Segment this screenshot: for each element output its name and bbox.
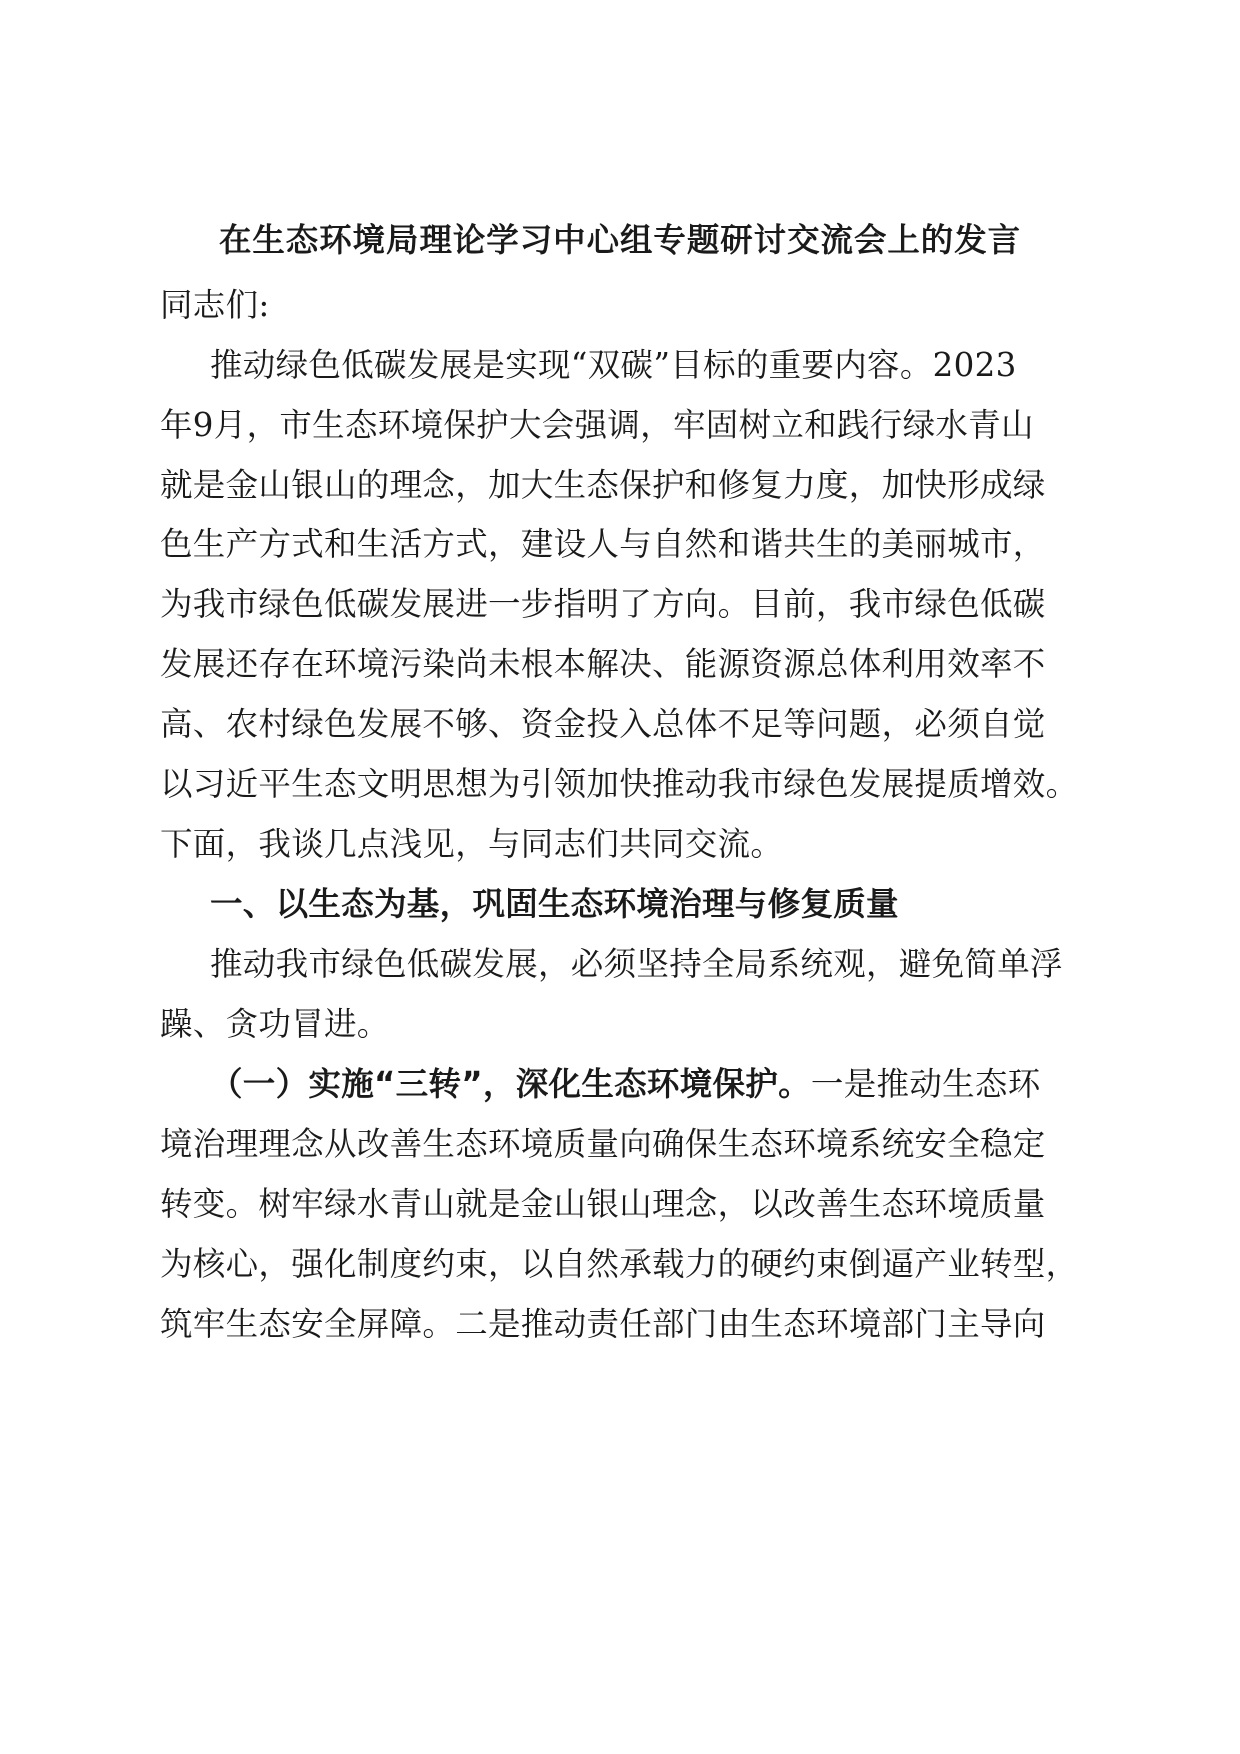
salutation: 同志们:	[160, 286, 270, 324]
section-line: 推动我市绿色低碳发展，必须坚持全局系统观，避免简单浮	[210, 945, 1063, 983]
document-title: 在生态环境局理论学习中心组专题研讨交流会上的发言	[218, 221, 1022, 259]
intro-line: 色生产方式和生活方式，建设人与自然和谐共生的美丽城市，	[160, 525, 1046, 563]
intro-line: 下面，我谈几点浅见，与同志们共同交流。	[160, 825, 784, 863]
subsection-text: 一是推动生态环	[810, 1065, 1041, 1103]
subsection-line: 筑牢生态安全屏障。二是推动责任部门由生态环境部门主导向	[160, 1305, 1046, 1343]
section-line: 躁、贪功冒进。	[160, 1005, 390, 1043]
intro-line: 高、农村绿色发展不够、资金投入总体不足等问题，必须自觉	[160, 705, 1046, 743]
subsection-first-line	[210, 1062, 1041, 1106]
intro-line: 以习近平生态文明思想为引领加快推动我市绿色发展提质增效。	[160, 765, 1079, 803]
intro-line: 发展还存在环境污染尚未根本解决、能源资源总体利用效率不	[160, 645, 1046, 683]
intro-line: 就是金山银山的理念，加大生态保护和修复力度，加快形成绿	[160, 466, 1046, 504]
intro-line: 推动绿色低碳发展是实现“双碳”目标的重要内容。2023	[210, 346, 1017, 384]
subsection-line: 境治理理念从改善生态环境质量向确保生态环境系统安全稳定	[160, 1125, 1046, 1163]
intro-line: 年9月，市生态环境保护大会强调，牢固树立和践行绿水青山	[160, 406, 1034, 444]
section-heading: 一、以生态为基，巩固生态环境治理与修复质量	[210, 885, 899, 923]
subsection-line: 转变。树牢绿水青山就是金山银山理念，以改善生态环境质量	[160, 1185, 1046, 1223]
subsection-heading: （一）实施“三转”，深化生态环境保护。	[210, 1065, 811, 1103]
intro-line: 为我市绿色低碳发展进一步指明了方向。目前，我市绿色低碳	[160, 585, 1046, 623]
subsection-line: 为核心，强化制度约束，以自然承载力的硬约束倒逼产业转型，	[160, 1245, 1079, 1283]
